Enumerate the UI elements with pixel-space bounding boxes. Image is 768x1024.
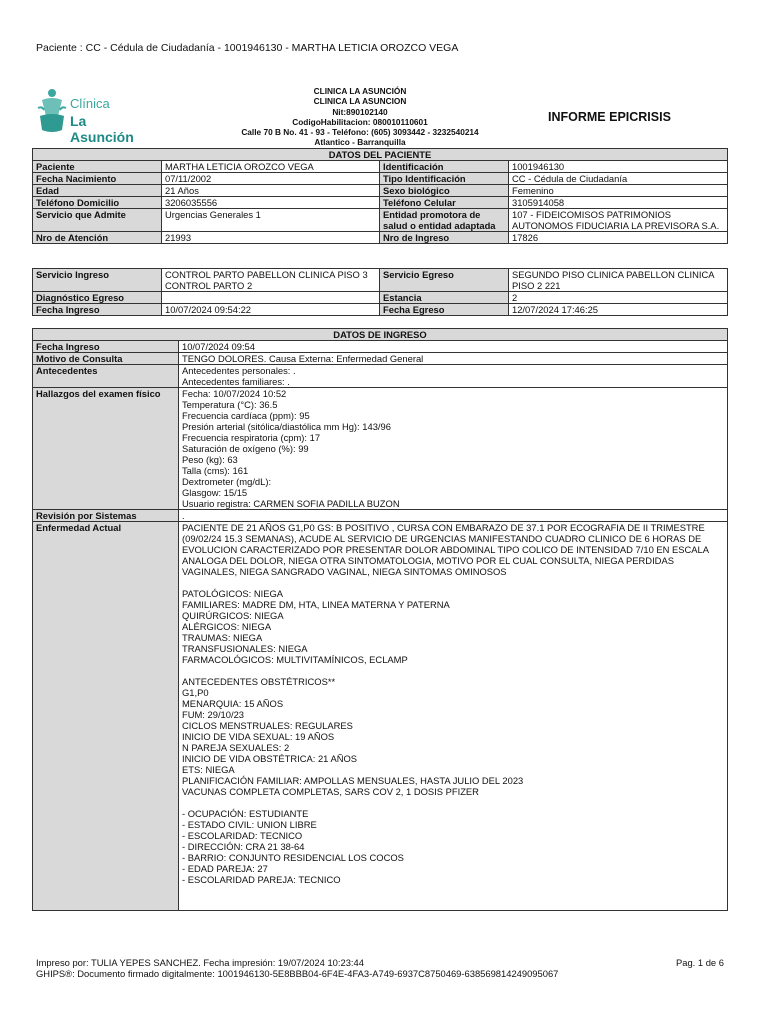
clinic-code: CodigoHabilitacion: 080010110601 [292, 116, 428, 127]
field-value: 12/07/2024 17:46:25 [509, 304, 728, 316]
table-row [33, 304, 728, 316]
table-row [33, 365, 728, 388]
field-value: 10/07/2024 09:54:22 [162, 304, 380, 316]
consult-reason: TENGO DOLORES. Causa Externa: Enfermedad General [179, 353, 728, 365]
clinic-info [222, 86, 498, 148]
table-row [33, 510, 728, 522]
field-label: Servicio que Admite [33, 209, 162, 232]
field-value: CONTROL PARTO PABELLON CLINICA PISO 3 CONTROL PARTO 2 [162, 269, 380, 292]
field-label: Nro de Ingreso [380, 232, 509, 244]
field-label: Revisión por Sistemas [33, 510, 179, 522]
field-label: Paciente [33, 161, 162, 173]
clinic-name: CLINICA LA ASUNCIÓN [313, 86, 407, 96]
table-row [33, 232, 728, 244]
clinic-nit: Nit:890102140 [332, 106, 388, 117]
field-label: Entidad promotora de salud o entidad adaptada [380, 209, 509, 232]
field-value: 21993 [162, 232, 380, 244]
field-label: Enfermedad Actual [33, 522, 179, 911]
field-value: CC - Cédula de Ciudadanía [509, 173, 728, 185]
clinic-logo-icon [36, 86, 68, 136]
table-row [33, 269, 728, 292]
clinic-logo [36, 86, 148, 145]
field-value: 2 [509, 292, 728, 304]
clinic-name-alt: CLINICA LA ASUNCION [313, 96, 407, 107]
field-value: MARTHA LETICIA OROZCO VEGA [162, 161, 380, 173]
patient-section-title: DATOS DEL PACIENTE [33, 149, 728, 161]
table-row [33, 161, 728, 173]
field-value: Urgencias Generales 1 [162, 209, 380, 232]
field-label: Antecedentes [33, 365, 179, 388]
field-label: Fecha Ingreso [33, 341, 179, 353]
table-row [33, 197, 728, 209]
field-value: Femenino [509, 185, 728, 197]
field-label: Fecha Ingreso [33, 304, 162, 316]
patient-header-line: Paciente : CC - Cédula de Ciudadanía - 1001946130 - MARTHA LETICIA OROZCO VEGA [36, 42, 459, 54]
patient-table [32, 148, 728, 244]
field-value: 21 Años [162, 185, 380, 197]
clinic-address: Calle 70 B No. 41 - 93 - Teléfono: (605) 3093442 - 3232540214 [241, 127, 479, 138]
logo-text-line2: La Asunción [70, 113, 134, 145]
admission-table [32, 328, 728, 911]
field-label: Teléfono Celular [380, 197, 509, 209]
field-value: 107 - FIDEICOMISOS PATRIMONIOS AUTONOMOS FIDUCIARIA LA PREVISORA S.A. [509, 209, 728, 232]
field-label: Motivo de Consulta [33, 353, 179, 365]
table-row [33, 522, 728, 911]
history-text: Antecedentes personales: . Antecedentes familiares: . [179, 365, 728, 388]
field-value: 1001946130 [509, 161, 728, 173]
report-title: INFORME EPICRISIS [548, 110, 671, 124]
admission-section-title: DATOS DE INGRESO [33, 329, 728, 341]
field-label: Fecha Nacimiento [33, 173, 162, 185]
field-label: Tipo Identificación [380, 173, 509, 185]
field-value: 07/11/2002 [162, 173, 380, 185]
table-row [33, 353, 728, 365]
field-value [162, 292, 380, 304]
current-illness-text: PACIENTE DE 21 AÑOS G1,P0 GS: B POSITIVO , CURSA CON EMBARAZO DE 37.1 POR ECOGRAFIA DE II TRIMESTRE (09/02/24 15.3 SEMANAS), ACUDE AL SERVICIO DE URGENCIAS MANIFESTANDO CUADRO CLINICO DE 6 HORAS DE EVOLUCION CARACTERIZADO POR PRESENTAR DOLOR ABDOMINAL TIPO COLICO DE INTENSIDAD 7/10 EN ESCALA ANALOGA DEL DOLOR, NIEGA OTRA SINTOMATOLOGIA, MOTIVO POR EL CUAL CONSULTA, NIEGA PERDIDAS VAGINALES, NIEGA SANGRADO VAGINAL, NIEGA SINTOMAS OMINOSOS PATOLÓGICOS: NIEGA FAMILIARES: MADRE DM, HTA, LINEA MATERNA Y PATERNA QUIRÚRGICOS: NIEGA ALÉRGICOS: NIEGA TRAUMAS: NIEGA TRANSFUSIONALES: NIEGA FARMACOLÓGICOS: MULTIVITAMÍNICOS, ECLAMP ANTECEDENTES OBSTÉTRICOS** G1,P0 MENARQUIA: 15 AÑOS FUM: 29/10/23 CICLOS MENSTRUALES: REGULARES INICIO DE VIDA SEXUAL: 19 AÑOS N PAREJA SEXUALES: 2 INICIO DE VIDA OBSTÉTRICA: 21 AÑOS ETS: NIEGA PLANIFICACIÓN FAMILIAR: AMPOLLAS MENSUALES, HASTA JULIO DEL 2023 VACUNAS COMPLETA COMPLETAS, SARS COV 2, 1 DOSIS PFIZER - OCUPACIÓN: ESTUDIANTE - ESTADO CIVIL: UNION LIBRE - ESCOLARIDAD: TECNICO - DIRECCIÓN: CRA 21 38-64 - BARRIO: CONJUNTO RESIDENCIAL LOS COCOS - EDAD PAREJA: 27 - ESCOLARIDAD PAREJA: TECNICO [179, 522, 728, 911]
table-row [33, 341, 728, 353]
print-info: Impreso por: TULIA YEPES SANCHEZ. Fecha impresión: 19/07/2024 10:23:44 [36, 957, 364, 968]
field-value: 3206035556 [162, 197, 380, 209]
physical-exam-text: Fecha: 10/07/2024 10:52 Temperatura (°C): 36.5 Frecuencia cardíaca (ppm): 95 Presión arterial (sitólica/diastólica mm Hg): 143/96 Frecuencia respiratoria (cpm): 17 Saturación de oxígeno (%): 99 Peso (kg): 63 Talla (cms): 161 Dextrometer (mg/dL): Glasgow: 15/15 Usuario registra: CARMEN SOFIA PADILLA BUZON [179, 388, 728, 510]
systems-review-text: . [179, 510, 728, 522]
table-row [33, 173, 728, 185]
table-row [33, 388, 728, 510]
field-label: Edad [33, 185, 162, 197]
field-label: Estancia [380, 292, 509, 304]
service-table [32, 268, 728, 316]
page-number: Pag. 1 de 6 [676, 957, 724, 968]
field-label: Nro de Atención [33, 232, 162, 244]
field-label: Teléfono Domicilio [33, 197, 162, 209]
field-value: 17826 [509, 232, 728, 244]
field-value: 3105914058 [509, 197, 728, 209]
clinic-city: Atlantico - Barranquilla [314, 137, 406, 148]
table-row [33, 185, 728, 197]
field-label: Diagnóstico Egreso [33, 292, 162, 304]
field-label: Fecha Egreso [380, 304, 509, 316]
logo-text-line1: Clínica [70, 96, 110, 111]
field-label: Hallazgos del examen físico [33, 388, 179, 510]
field-value: SEGUNDO PISO CLINICA PABELLON CLINICA PISO 2 221 [509, 269, 728, 292]
admission-date: 10/07/2024 09:54 [179, 341, 728, 353]
digital-signature-info: GHIPS®: Documento firmado digitalmente: 1001946130-5E8BBB04-6F4E-4FA3-A749-6937C8750469-638569814249095067 [36, 968, 559, 979]
field-label: Sexo biológico [380, 185, 509, 197]
table-row [33, 209, 728, 232]
field-label: Identificación [380, 161, 509, 173]
table-row [33, 292, 728, 304]
field-label: Servicio Egreso [380, 269, 509, 292]
field-label: Servicio Ingreso [33, 269, 162, 292]
